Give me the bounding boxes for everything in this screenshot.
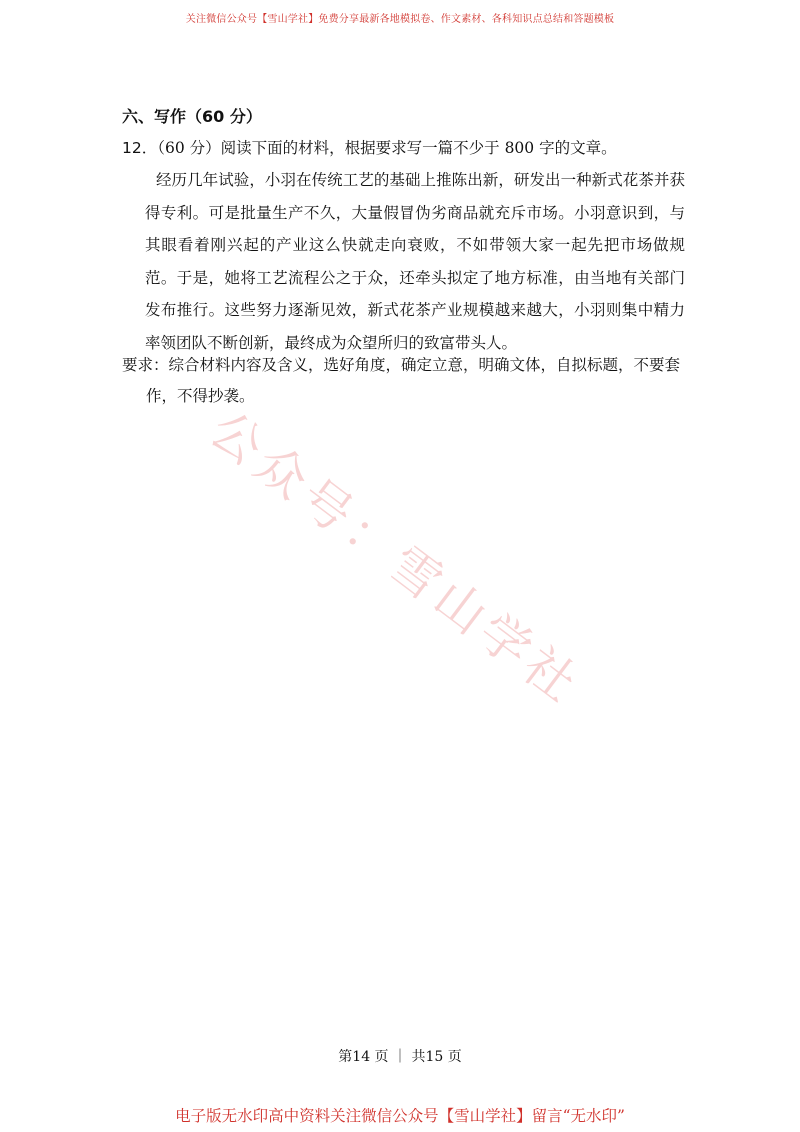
section-title: 六、写作（60 分） bbox=[122, 107, 262, 126]
top-banner: 关注微信公众号【雪山学社】免费分享最新各地模拟卷、作文素材、各科知识点总结和答题模板 bbox=[185, 14, 615, 25]
question-prompt-line bbox=[122, 136, 617, 158]
bottom-banner: 电子版无水印高中资料关注微信公众号【雪山学社】留言“无水印” bbox=[175, 1107, 625, 1125]
watermark: 公众号：雪山学社 bbox=[199, 400, 592, 717]
material-paragraph: 经历几年试验，小羽在传统工艺的基础上推陈出新，研发出一种新式花茶并获得专利。可是批量生产不久，大量假冒伪劣商品就充斥市场。小羽意识到，与其眼看着刚兴起的产业这么快就走向衰败，不如带领大家一起先把市场做规范。于是，她将工艺流程公之于众，还牵头拟定了地方标准，由当地有关部门发布推行。这些努力逐渐见效，新式花茶产业规模越来越大，小羽则集中精力率领团队不断创新，最终成为众望所归的致富带头人。 bbox=[145, 171, 685, 352]
question-prompt: （60 分）阅读下面的材料，根据要求写一篇不少于 800 字的文章。 bbox=[157, 139, 617, 157]
question-number: 12． bbox=[122, 139, 158, 157]
requirement-paragraph: 要求：综合材料内容及含义，选好角度，确定立意，明确文体，自拟标题，不要套作，不得抄袭。 bbox=[122, 356, 681, 405]
page-number: 第14 页 ｜ 共15 页 bbox=[338, 1049, 462, 1065]
